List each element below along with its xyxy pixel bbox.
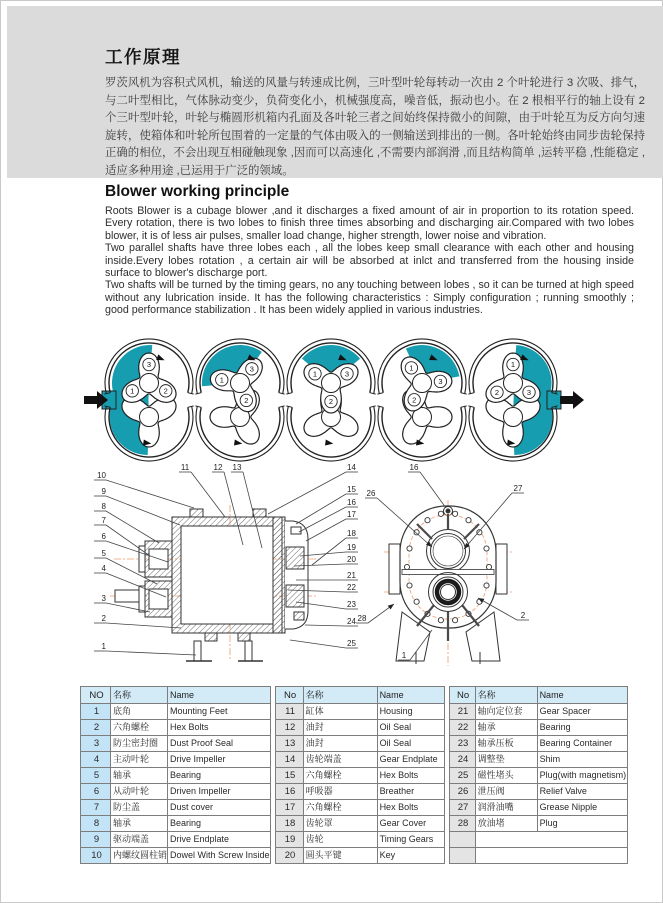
table-cell (449, 848, 475, 864)
svg-text:25: 25 (347, 639, 356, 648)
table-cell: 轴承 (111, 768, 168, 784)
lobe-rotation-diagram (84, 339, 584, 461)
callout-25 (290, 639, 358, 648)
table-row (81, 848, 271, 864)
lobe-number-label: 2 (412, 395, 417, 405)
table-cell: 26 (449, 784, 475, 800)
table-cell: Plug(with magnetism) (537, 768, 627, 784)
table-cell: 底角 (111, 704, 168, 720)
svg-text:21: 21 (347, 571, 356, 580)
table-row (449, 768, 627, 784)
table-cell: Plug (537, 816, 627, 832)
table-cell: 18 (275, 816, 303, 832)
svg-text:16: 16 (409, 463, 419, 472)
table-cell: 11 (275, 704, 303, 720)
table-row (449, 736, 627, 752)
table-cell: Shim (537, 752, 627, 768)
table-row (81, 752, 271, 768)
table-row (449, 848, 627, 864)
table-cell: 六角螺栓 (111, 720, 168, 736)
svg-text:18: 18 (347, 529, 356, 538)
lobe-number-label: 3 (438, 376, 443, 386)
table-cell: 调整垫 (475, 752, 537, 768)
table-cell: Gear Spacer (537, 704, 627, 720)
svg-text:2: 2 (520, 611, 526, 620)
rotation-arrow-icon (156, 354, 165, 360)
callout-28 (356, 604, 394, 623)
table-cell: 轴向定位套 (475, 704, 537, 720)
table-cell: Bearing Container (537, 736, 627, 752)
table-header-cell: 名称 (111, 687, 168, 704)
table-cell: 16 (275, 784, 303, 800)
svg-text:3: 3 (101, 594, 106, 603)
table-cell: 呼吸器 (303, 784, 377, 800)
callout-16 (408, 463, 446, 508)
table-row (275, 752, 444, 768)
svg-text:5: 5 (101, 549, 106, 558)
table-row (275, 832, 444, 848)
svg-text:7: 7 (101, 516, 106, 525)
table-cell: 内螺纹圆柱销 (111, 848, 168, 864)
table-cell: 油封 (303, 720, 377, 736)
table-cell: 放油堵 (475, 816, 537, 832)
table-row (81, 768, 271, 784)
svg-text:17: 17 (347, 510, 356, 519)
callout-24 (305, 617, 358, 626)
svg-text:2: 2 (101, 614, 106, 623)
table-header-cell: 名称 (475, 687, 537, 704)
table-cell: 8 (81, 816, 111, 832)
table-cell: 从动叶轮 (111, 784, 168, 800)
table-cell: 齿轮端盖 (303, 752, 377, 768)
svg-text:11: 11 (180, 463, 190, 472)
end-view-drawing (384, 500, 512, 666)
table-cell: 轴承压板 (475, 736, 537, 752)
table-cell: 5 (81, 768, 111, 784)
parts-table (80, 686, 628, 864)
paragraph: Two parallel shafts have three lobes each , all the lobes keep small clearance with each other and housing inside.Every lobes rotation , a certain air will be absorbed at inlct and transferred from the housing inside surface to blower's discharge port. (105, 242, 634, 280)
paragraph: Roots Blower is a cubage blower ,and it discharges a fixed amount of air in proportion to its rotation speed. Every rotation, there is two lobes to finish three times absorbing and discharging air.Compared with two lobes blower, it is of less air pulses, smaller load change, higher strength, lower noise and vibration. (105, 205, 634, 242)
table-cell: 泄压阀 (475, 784, 537, 800)
svg-text:9: 9 (101, 487, 106, 496)
table-cell: 防尘密封圈 (111, 736, 168, 752)
svg-text:16: 16 (347, 498, 356, 507)
lobe-stage-5 (468, 339, 584, 461)
table-row (275, 800, 444, 816)
table-cell: 齿轮 (303, 832, 377, 848)
table-cell: Hex Bolts (377, 800, 444, 816)
svg-text:23: 23 (347, 600, 356, 609)
table-cell: 19 (275, 832, 303, 848)
table-cell: Key (377, 848, 444, 864)
drive-shaft-stub (115, 590, 139, 602)
table-cell: Mounting Feet (168, 704, 271, 720)
table-cell: Dowel With Screw Inside (168, 848, 271, 864)
table-cell: 25 (449, 768, 475, 784)
lobe-number-label: 1 (312, 369, 318, 379)
table-cell: Gear Endplate (377, 752, 444, 768)
parts-table-group-1 (80, 686, 271, 864)
table-row (81, 832, 271, 848)
table-cell: Relief Valve (537, 784, 627, 800)
table-cell: Bearing (537, 720, 627, 736)
svg-text:15: 15 (347, 485, 356, 494)
table-cell: 防尘盖 (111, 800, 168, 816)
svg-text:1: 1 (101, 642, 106, 651)
table-row (275, 704, 444, 720)
table-cell: Hex Bolts (377, 768, 444, 784)
breather-part (291, 527, 301, 534)
table-cell: Breather (377, 784, 444, 800)
table-cell: 27 (449, 800, 475, 816)
table-header-cell: Name (168, 687, 271, 704)
table-cell: 10 (81, 848, 111, 864)
parts-table-group-3 (449, 686, 628, 864)
lobe-number-label: 3 (146, 360, 152, 370)
table-row (275, 736, 444, 752)
table-row (81, 736, 271, 752)
table-cell: 4 (81, 752, 111, 768)
table-cell: Dust Proof Seal (168, 736, 271, 752)
table-cell (449, 832, 475, 848)
table-cell: Driven Impeller (168, 784, 271, 800)
table-cell: Dust cover (168, 800, 271, 816)
lobe-stage-1 (84, 339, 194, 461)
table-cell: 驱动端盖 (111, 832, 168, 848)
table-cell (475, 832, 627, 848)
table-cell: 轴承 (111, 816, 168, 832)
table-cell (475, 848, 627, 864)
table-cell: 6 (81, 784, 111, 800)
svg-text:14: 14 (347, 463, 356, 472)
table-cell: 主动叶轮 (111, 752, 168, 768)
table-cell: Bearing (168, 816, 271, 832)
table-cell: 六角螺栓 (303, 800, 377, 816)
table-row (449, 800, 627, 816)
table-header-cell: Name (377, 687, 444, 704)
table-row (449, 816, 627, 832)
table-row (275, 848, 444, 864)
table-cell: Gear Cover (377, 816, 444, 832)
lobe-number-label: 3 (526, 387, 532, 397)
table-cell: Bearing (168, 768, 271, 784)
lobe-number-label: 2 (328, 397, 334, 407)
chinese-paragraph: 罗茨风机为容积式风机，输送的风量与转速成比例，三叶型叶轮每转动一次由 2 个叶轮进行 3 次吸、排气，与二叶型相比，气体脉动变少，负荷变化小，机械强度高，噪音低，振动也小。在 2 根相平行的轴上设有 2 个三叶型叶轮，叶轮与椭圆形机箱内孔面及各叶轮三者之间始终保持微小的间隙，由于叶轮互为反方向匀速旋转，使箱体和叶轮所包围着的一定量的气体由吸入的一侧输送到排出的一侧。各叶轮始终由同步齿轮保持正确的相位，不会出现互相碰触现象 ,因而可以高速化 ,不需要内部润滑 ,而且结构简单 ,运转平稳 ,性能稳定 ,适应多种用途 ,已运用于广泛的领域。 (105, 77, 645, 177)
table-cell: 3 (81, 736, 111, 752)
table-cell: 14 (275, 752, 303, 768)
parts-table-group-2 (275, 686, 445, 864)
table-row (275, 768, 444, 784)
table-cell: Drive Impeller (168, 752, 271, 768)
table-cell: Housing (377, 704, 444, 720)
svg-text:22: 22 (347, 583, 356, 592)
svg-text:19: 19 (347, 543, 356, 552)
lobe-number-label: 1 (130, 386, 135, 396)
table-header-cell: NO (81, 687, 111, 704)
table-cell: 六角螺栓 (303, 768, 377, 784)
table-row (449, 704, 627, 720)
lobe-number-label: 1 (510, 360, 516, 370)
table-header-cell: No (449, 687, 475, 704)
lobe-number-label: 1 (409, 363, 414, 373)
lobe-stage-3 (286, 339, 375, 461)
svg-text:12: 12 (213, 463, 223, 472)
lobe-stage-2 (195, 339, 284, 461)
rotation-arrow-icon (325, 439, 333, 445)
table-cell: Oil Seal (377, 720, 444, 736)
page-title: 工作原理 (105, 47, 181, 67)
table-cell: 7 (81, 800, 111, 816)
table-cell: 2 (81, 720, 111, 736)
table-cell: 圆头平键 (303, 848, 377, 864)
lobe-number-label: 2 (244, 395, 249, 405)
table-row (275, 816, 444, 832)
table-cell: 13 (275, 736, 303, 752)
table-cell: 15 (275, 768, 303, 784)
table-cell: Oil Seal (377, 736, 444, 752)
table-cell: 22 (449, 720, 475, 736)
table-cell: 磁性堵头 (475, 768, 537, 784)
table-row (81, 800, 271, 816)
table-cell: 20 (275, 848, 303, 864)
paragraph: Two shafts will be turned by the timing gears, no any touching between lobes , so it can be turned at high speed without any lubrication inside. It has the following characteristics : Simply configuration ; running smoothly ; good performance stabilization . It has been widely applied in various industries. (105, 279, 634, 317)
lobe-number-label: 3 (344, 369, 350, 379)
lobe-stage-4 (377, 339, 466, 461)
sectional-view-drawing (110, 505, 318, 661)
table-cell: 1 (81, 704, 111, 720)
table-cell: 17 (275, 800, 303, 816)
table-header-row (81, 687, 271, 704)
callout-9 (94, 487, 180, 525)
svg-text:24: 24 (347, 617, 356, 626)
table-cell: Grease Nipple (537, 800, 627, 816)
svg-text:28: 28 (357, 614, 367, 623)
table-cell: 缸体 (303, 704, 377, 720)
lobe-number-label: 2 (494, 387, 500, 397)
svg-text:27: 27 (513, 484, 523, 493)
table-cell: 21 (449, 704, 475, 720)
table-row (81, 784, 271, 800)
table-row (81, 720, 271, 736)
table-row (449, 752, 627, 768)
table-row (275, 720, 444, 736)
svg-text:13: 13 (232, 463, 242, 472)
table-row (275, 784, 444, 800)
svg-text:4: 4 (101, 564, 106, 573)
svg-text:10: 10 (97, 471, 106, 480)
table-row (449, 720, 627, 736)
table-cell: Timing Gears (377, 832, 444, 848)
rotation-arrow-icon (234, 439, 242, 445)
outlet-arrow-icon (560, 391, 584, 409)
table-cell: 24 (449, 752, 475, 768)
lobe-number-label: 2 (163, 386, 168, 396)
svg-text:8: 8 (101, 502, 106, 511)
english-section-title: Blower working principle (105, 183, 290, 200)
table-cell: 齿轮罩 (303, 816, 377, 832)
callout-1 (94, 642, 196, 655)
table-cell: 轴承 (475, 720, 537, 736)
callout-10 (94, 471, 194, 508)
lobe-number-label: 3 (249, 364, 254, 374)
table-header-cell: 名称 (303, 687, 377, 704)
table-cell: Drive Endplate (168, 832, 271, 848)
table-header-row (449, 687, 627, 704)
table-cell: 28 (449, 816, 475, 832)
table-cell: Hex Bolts (168, 720, 271, 736)
table-row (449, 832, 627, 848)
table-header-cell: Name (537, 687, 627, 704)
svg-text:6: 6 (101, 532, 106, 541)
callout-14 (268, 463, 358, 514)
svg-text:26: 26 (366, 489, 376, 498)
table-header-cell: No (275, 687, 303, 704)
table-cell: 12 (275, 720, 303, 736)
table-row (81, 816, 271, 832)
svg-text:1: 1 (401, 651, 407, 660)
table-cell: 23 (449, 736, 475, 752)
table-cell: 9 (81, 832, 111, 848)
svg-text:20: 20 (347, 555, 356, 564)
table-row (449, 784, 627, 800)
table-cell: 润滑油嘴 (475, 800, 537, 816)
table-cell: 油封 (303, 736, 377, 752)
lobe-number-label: 1 (219, 375, 224, 385)
table-row (81, 704, 271, 720)
table-header-row (275, 687, 444, 704)
